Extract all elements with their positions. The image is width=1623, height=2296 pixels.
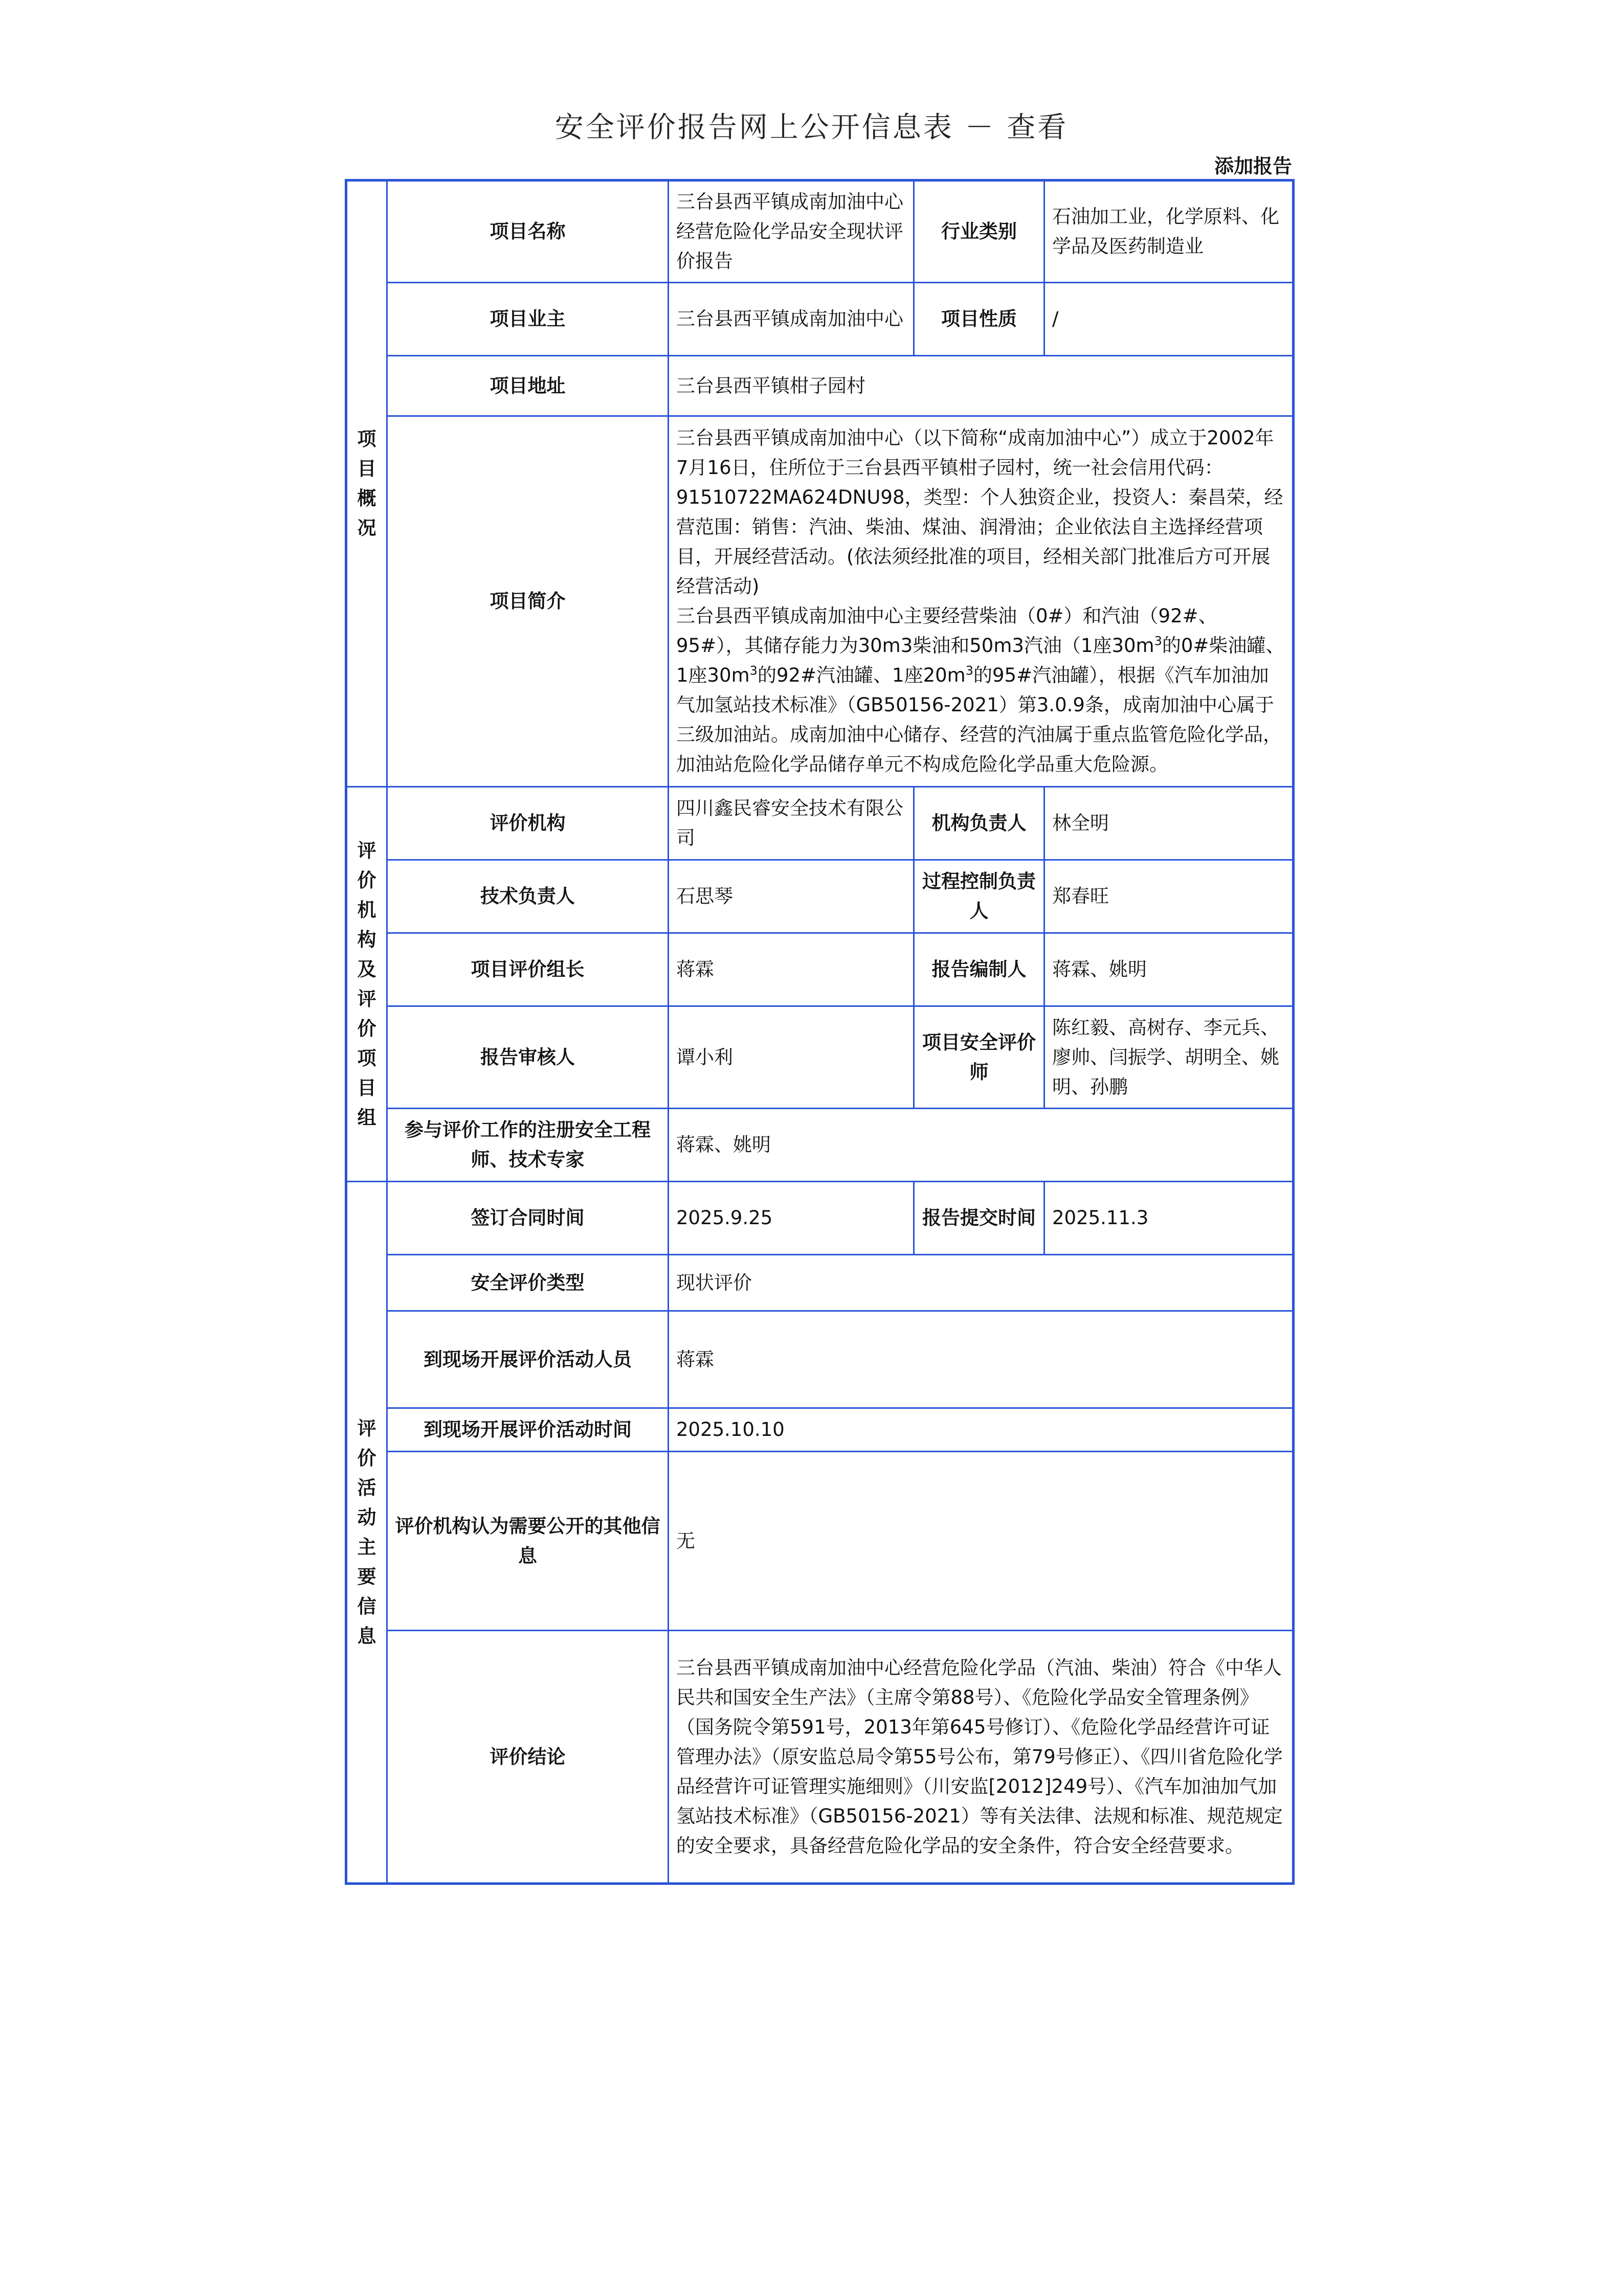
org-value: 四川鑫民睿安全技术有限公司 [669,787,914,860]
tech-head-value: 石思琴 [669,860,914,933]
submit-date-value: 2025.11.3 [1044,1182,1294,1255]
table-row [346,860,1294,933]
site-time-label: 到现场开展评价活动时间 [387,1408,669,1452]
table-row [346,787,1294,860]
table-row [346,1109,1294,1182]
project-name-label: 项目名称 [387,181,669,283]
org-label: 评价机构 [387,787,669,860]
engineers-value: 蒋霖、姚明 [669,1109,1294,1182]
section-evaluation-org: 评价机构及评价项目组 [346,787,387,1182]
reviewer-label: 报告审核人 [387,1006,669,1109]
evaluators-value: 陈红毅、高树存、李元兵、廖帅、闫振学、胡明全、姚明、孙鹏 [1044,1006,1294,1109]
contract-date-label: 签订合同时间 [387,1182,669,1255]
eval-type-value: 现状评价 [669,1255,1294,1311]
engineers-label: 参与评价工作的注册安全工程师、技术专家 [387,1109,669,1182]
submit-date-label: 报告提交时间 [914,1182,1044,1255]
table-row [346,1311,1294,1408]
project-name-value: 三台县西平镇成南加油中心经营危险化学品安全现状评价报告 [669,181,914,283]
nature-value: / [1044,283,1294,356]
table-row [346,1408,1294,1452]
contract-date-value: 2025.9.25 [669,1182,914,1255]
process-head-value: 郑春旺 [1044,860,1294,933]
info-table [345,179,1295,1885]
intro-paragraph-2: 三台县西平镇成南加油中心主要经营柴油（0#）和汽油（92#、95#），其储存能力为30m3柴油和50m3汽油（1座$30m^3$的0#柴油罐、1座$30m^3$的92#汽油罐、1座$20m^3$的95#汽油罐），根据《汽车加油加气加氢站技术标准》（GB50156-2021）第3.0.9条，成南加油中心属于三级加油站。成南加油中心储存、经营的汽油属于重点监管危险化学品，加油站危险化学品储存单元不构成危险化学品重大危险源。 [676,605,1285,775]
owner-label: 项目业主 [387,283,669,356]
industry-label: 行业类别 [914,181,1044,283]
table-row [346,181,1294,283]
section-project-overview: 项目概况 [346,181,387,787]
table-row [346,356,1294,416]
table-row [346,1452,1294,1631]
compiler-value: 蒋霖、姚明 [1044,933,1294,1006]
site-time-value: 2025.10.10 [669,1408,1294,1452]
compiler-label: 报告编制人 [914,933,1044,1006]
table-row [346,1255,1294,1311]
conclusion-value: 三台县西平镇成南加油中心经营危险化学品（汽油、柴油）符合《中华人民共和国安全生产法》（主席令第88号）、《危险化学品安全管理条例》（国务院令第591号，2013年第645号修订）、《危险化学品经营许可证管理办法》（原安监总局令第55号公布，第79号修正）、《四川省危险化学品经营许可证管理实施细则》（川安监[2012]249号）、《汽车加油加气加氢站技术标准》（GB50156-2021）等有关法律、法规和标准、规范规定的安全要求，具备经营危险化学品的安全条件，符合安全经营要求。 [669,1631,1294,1884]
intro-paragraph-1: 三台县西平镇成南加油中心（以下简称“成南加油中心”）成立于2002年7月16日，住所位于三台县西平镇柑子园村，统一社会信用代码：91510722MA624DNU98，类型：个人独资企业，投资人：秦昌荣，经营范围：销售：汽油、柴油、煤油、润滑油；企业依法自主选择经营项目，开展经营活动。(依法须经批准的项目，经相关部门批准后方可开展经营活动) [676,427,1283,597]
site-people-value: 蒋霖 [669,1311,1294,1408]
leader-value: 蒋霖 [669,933,914,1006]
org-head-label: 机构负责人 [914,787,1044,860]
site-people-label: 到现场开展评价活动人员 [387,1311,669,1408]
tech-head-label: 技术负责人 [387,860,669,933]
page-title: 安全评价报告网上公开信息表 － 查看 [554,111,1069,144]
other-info-label: 评价机构认为需要公开的其他信息 [387,1452,669,1631]
eval-type-label: 安全评价类型 [387,1255,669,1311]
add-report-link[interactable]: 添加报告 [1214,155,1292,177]
nature-label: 项目性质 [914,283,1044,356]
leader-label: 项目评价组长 [387,933,669,1006]
table-row [346,283,1294,356]
table-row [346,933,1294,1006]
table-row [346,416,1294,787]
address-label: 项目地址 [387,356,669,416]
owner-value: 三台县西平镇成南加油中心 [669,283,914,356]
table-row [346,1631,1294,1884]
table-row [346,1182,1294,1255]
industry-value: 石油加工业，化学原料、化学品及医药制造业 [1044,181,1294,283]
table-row [346,1006,1294,1109]
section-evaluation-activity: 评价活动主要信息 [346,1182,387,1884]
conclusion-label: 评价结论 [387,1631,669,1884]
intro-label: 项目简介 [387,416,669,787]
org-head-value: 林全明 [1044,787,1294,860]
intro-value [669,416,1294,787]
other-info-value: 无 [669,1452,1294,1631]
address-value: 三台县西平镇柑子园村 [669,356,1294,416]
process-head-label: 过程控制负责人 [914,860,1044,933]
evaluators-label: 项目安全评价师 [914,1006,1044,1109]
reviewer-value: 谭小利 [669,1006,914,1109]
